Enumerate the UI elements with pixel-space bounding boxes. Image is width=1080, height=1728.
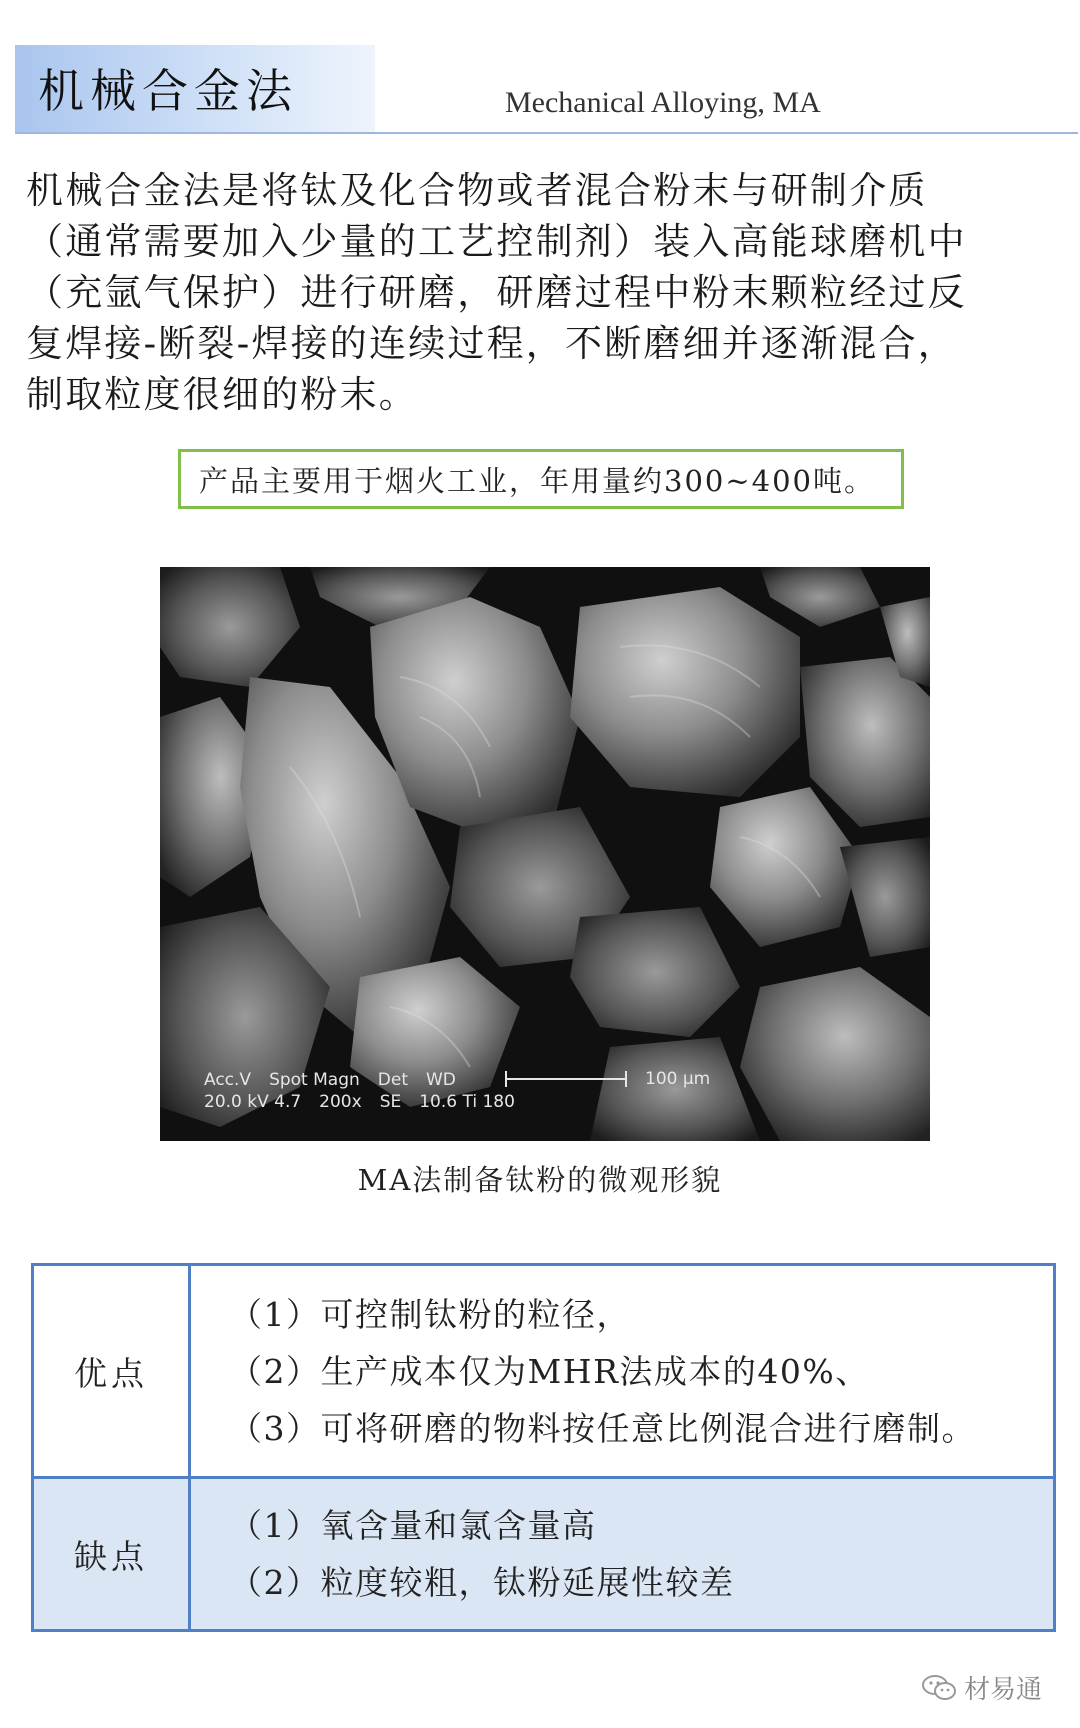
sem-readout-cell: 200x: [319, 1092, 362, 1112]
disadvantages-content: [190, 1478, 1055, 1631]
sem-readout-cell: 10.6 Ti 180: [419, 1092, 515, 1112]
advantages-content: [190, 1265, 1055, 1478]
page-subtitle: Mechanical Alloying, MA: [505, 86, 821, 119]
sem-readout-cell: 20.0 kV 4.7: [204, 1092, 302, 1112]
sem-readout-row: [204, 1069, 533, 1091]
scale-bar-label: 100 μm: [645, 1069, 711, 1089]
advantages-label: 优点: [33, 1265, 190, 1478]
watermark: [922, 1669, 1042, 1706]
scale-bar-line: [505, 1078, 627, 1080]
advantages-row: [33, 1265, 1055, 1478]
sem-readout-cell: Acc.V: [204, 1070, 252, 1090]
watermark-text: 材易通: [963, 1675, 1042, 1705]
sem-micrograph: [160, 567, 930, 1141]
disadvantage-item: （1）氧含量和氯含量高: [229, 1506, 597, 1545]
header-divider: [15, 132, 1078, 134]
sem-readout-cell: SE: [379, 1092, 402, 1112]
sem-parameter-readout: [204, 1069, 533, 1113]
wechat-icon: [922, 1674, 956, 1702]
sem-readout-row: [204, 1091, 533, 1113]
advantage-item: （1）可控制钛粉的粒径，: [229, 1294, 631, 1334]
usage-callout-box: [178, 449, 904, 509]
intro-line: 制取粒度很细的粉末。: [26, 373, 418, 416]
disadvantages-row: [33, 1478, 1055, 1631]
disadvantages-label: 缺点: [33, 1478, 190, 1631]
sem-scale-bar: [505, 1069, 710, 1089]
usage-callout-text: 产品主要用于烟火工业，年用量约300~400吨。: [199, 463, 876, 498]
intro-line: 机械合金法是将钛及化合物或者混合粉末与研制介质: [26, 169, 928, 212]
intro-line: （通常需要加入少量的工艺控制剂）装入高能球磨机中: [26, 220, 967, 263]
titanium-powder-particles: [160, 567, 930, 1141]
intro-paragraph: [26, 165, 1066, 420]
disadvantage-item: （2）粒度较粗，钛粉延展性较差: [229, 1563, 735, 1602]
pros-cons-table: [31, 1263, 1056, 1632]
intro-line: 复焊接-断裂-焊接的连续过程，不断磨细并逐渐混合，: [26, 322, 958, 365]
page-title: 机械合金法: [38, 64, 298, 118]
advantage-item: （2）生产成本仅为MHR法成本的40%、: [229, 1351, 870, 1391]
figure-caption: MA法制备钛粉的微观形貌: [357, 1163, 723, 1197]
advantage-item: （3）可将研磨的物料按任意比例混合进行磨制。: [229, 1408, 976, 1448]
sem-readout-cell: Det: [377, 1070, 408, 1090]
intro-line: （充氩气保护）进行研磨，研磨过程中粉末颗粒经过反: [26, 271, 967, 314]
sem-readout-cell: Spot Magn: [269, 1070, 360, 1090]
sem-readout-cell: WD: [425, 1070, 456, 1090]
